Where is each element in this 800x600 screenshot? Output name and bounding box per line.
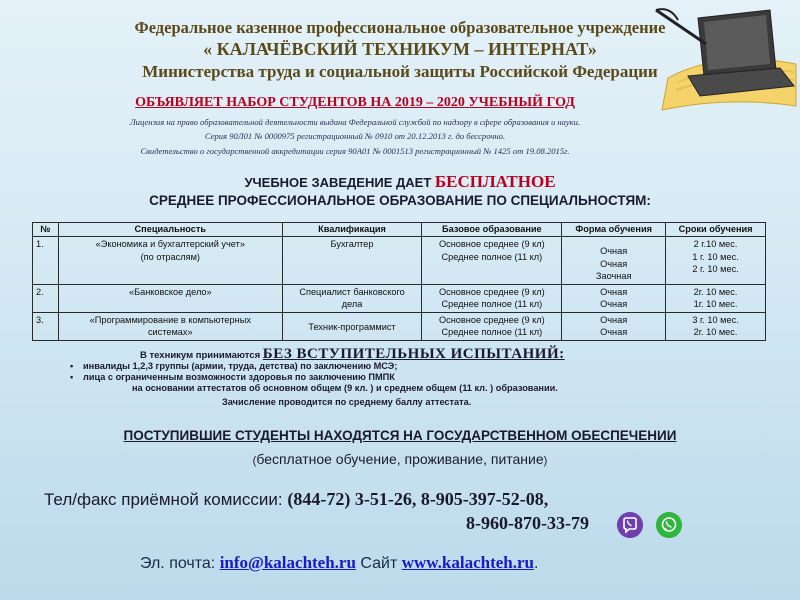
specialty-cell: «Экономика и бухгалтерский учет» (по отраслям) [58,237,282,285]
column-header: Сроки обучения [666,223,766,237]
table-header-row [33,223,766,237]
list-item-continuation: на основании аттестатов об основном общем (9 кл. ) и среднем общем (11 кл. ) образовании. [132,383,558,393]
qualification-cell: Специалист банковского дела [282,284,422,312]
email-label: Эл. почта: [140,555,216,572]
license-line: Лицензия на право образовательной деятельности выдана Федеральной службой по надзору в сфере образования и науки. [129,117,581,127]
enrollment-note: Зачисление проводится по среднему баллу аттестата. [222,397,472,407]
base-education-cell: Основное среднее (9 кл) Среднее полное (11 кл) [422,237,562,285]
column-header: Базовое образование [422,223,562,237]
state-support-title: ПОСТУПИВШИЕ СТУДЕНТЫ НАХОДЯТСЯ НА ГОСУДАРСТВЕННОМ ОБЕСПЕЧЕНИИ [123,428,677,443]
specialties-table [32,222,766,341]
free-education-emphasis: БЕСПЛАТНОЕ [434,172,556,191]
admission-intro-emphasis: БЕЗ ВСТУПИТЕЛЬНЫХ ИСПЫТАНИЙ: [262,346,565,362]
column-header: Специальность [58,223,282,237]
column-header: № [33,223,59,237]
study-form-cell: Очная Очная [562,312,666,340]
email-link[interactable]: info@kalachteh.ru [219,553,356,572]
admission-phone [44,489,548,510]
whatsapp-icon[interactable] [656,512,682,538]
row-number: 3. [33,312,59,340]
base-education-cell: Основное среднее (9 кл) Среднее полное (11 кл) [422,284,562,312]
list-item [70,372,395,382]
row-number: 1. [33,237,59,285]
column-header: Форма обучения [562,223,666,237]
specialties-heading: СРЕДНЕЕ ПРОФЕССИОНАЛЬНОЕ ОБРАЗОВАНИЕ ПО СПЕЦИАЛЬНОСТЯМ: [149,193,651,208]
phone-numbers: (844-72) 3-51-26, 8-905-397-52-08, [287,489,549,509]
institution-name: « КАЛАЧЁВСКИЙ ТЕХНИКУМ – ИНТЕРНАТ» [203,39,597,59]
study-form-cell: Очная Очная [562,284,666,312]
viber-icon[interactable] [617,512,643,538]
accreditation-line: Свидетельство о государственной аккредитации серия 90А01 № 0001513 регистрационный № 1425 от 19.08.2015г. [140,146,570,156]
row-number: 2. [33,284,59,312]
list-item [70,361,397,371]
website-link[interactable]: www.kalachteh.ru [401,553,534,572]
phone-label: Тел/факс приёмной комиссии: [44,490,283,509]
study-term-cell: 2 г.10 мес. 1 г. 10 мес. 2 г. 10 мес. [666,237,766,285]
free-education-heading [0,172,800,192]
column-header: Квалификация [282,223,422,237]
bullet-icon: • [70,361,74,371]
contact-line [140,553,538,573]
qualification-cell: Бухгалтер [282,237,422,285]
table-row [33,237,766,285]
specialty-cell: «Программирование в компьютерных системах» [58,312,282,340]
specialty-cell: «Банковское дело» [58,284,282,312]
table-row [33,284,766,312]
license-series: Серия 90Л01 № 0000975 регистрационный № 0910 от 20.12.2013 г. до бессрочно. [204,131,506,141]
enrollment-announcement: ОБЪЯВЛЯЕТ НАБОР СТУДЕНТОВ НА 2019 – 2020 УЧЕБНЫЙ ГОД [135,95,575,110]
state-support-subtitle: (бесплатное обучение, проживание, питание) [252,451,548,467]
bullet-icon: • [70,372,74,382]
institution-type: Федеральное казенное профессиональное образовательное учреждение [134,18,666,37]
admission-intro-prefix: В техникум принимаются [140,350,261,361]
table-row [33,312,766,340]
institution-ministry: Министерства труда и социальной защиты Российской Федерации [142,62,658,81]
list-item-text: лица с ограниченным возможности здоровья по заключению ПМПК [83,372,395,382]
study-term-cell: 2г. 10 мес. 1г. 10 мес. [666,284,766,312]
phone-number-mobile: 8-960-870-33-79 [466,513,589,533]
site-label: Сайт [360,555,398,572]
base-education-cell: Основное среднее (9 кл) Среднее полное (11 кл) [422,312,562,340]
qualification-cell: Техник-программист [282,312,422,340]
free-education-prefix: УЧЕБНОЕ ЗАВЕДЕНИЕ ДАЕТ [244,175,432,190]
study-form-cell: Очная Очная Заочная [562,237,666,285]
study-term-cell: 3 г. 10 мес. 2г. 10 мес. [666,312,766,340]
list-item-text: инвалиды 1,2,3 группы (армии, труда, детства) по заключению МСЭ; [83,361,398,371]
contact-end: . [533,555,539,572]
